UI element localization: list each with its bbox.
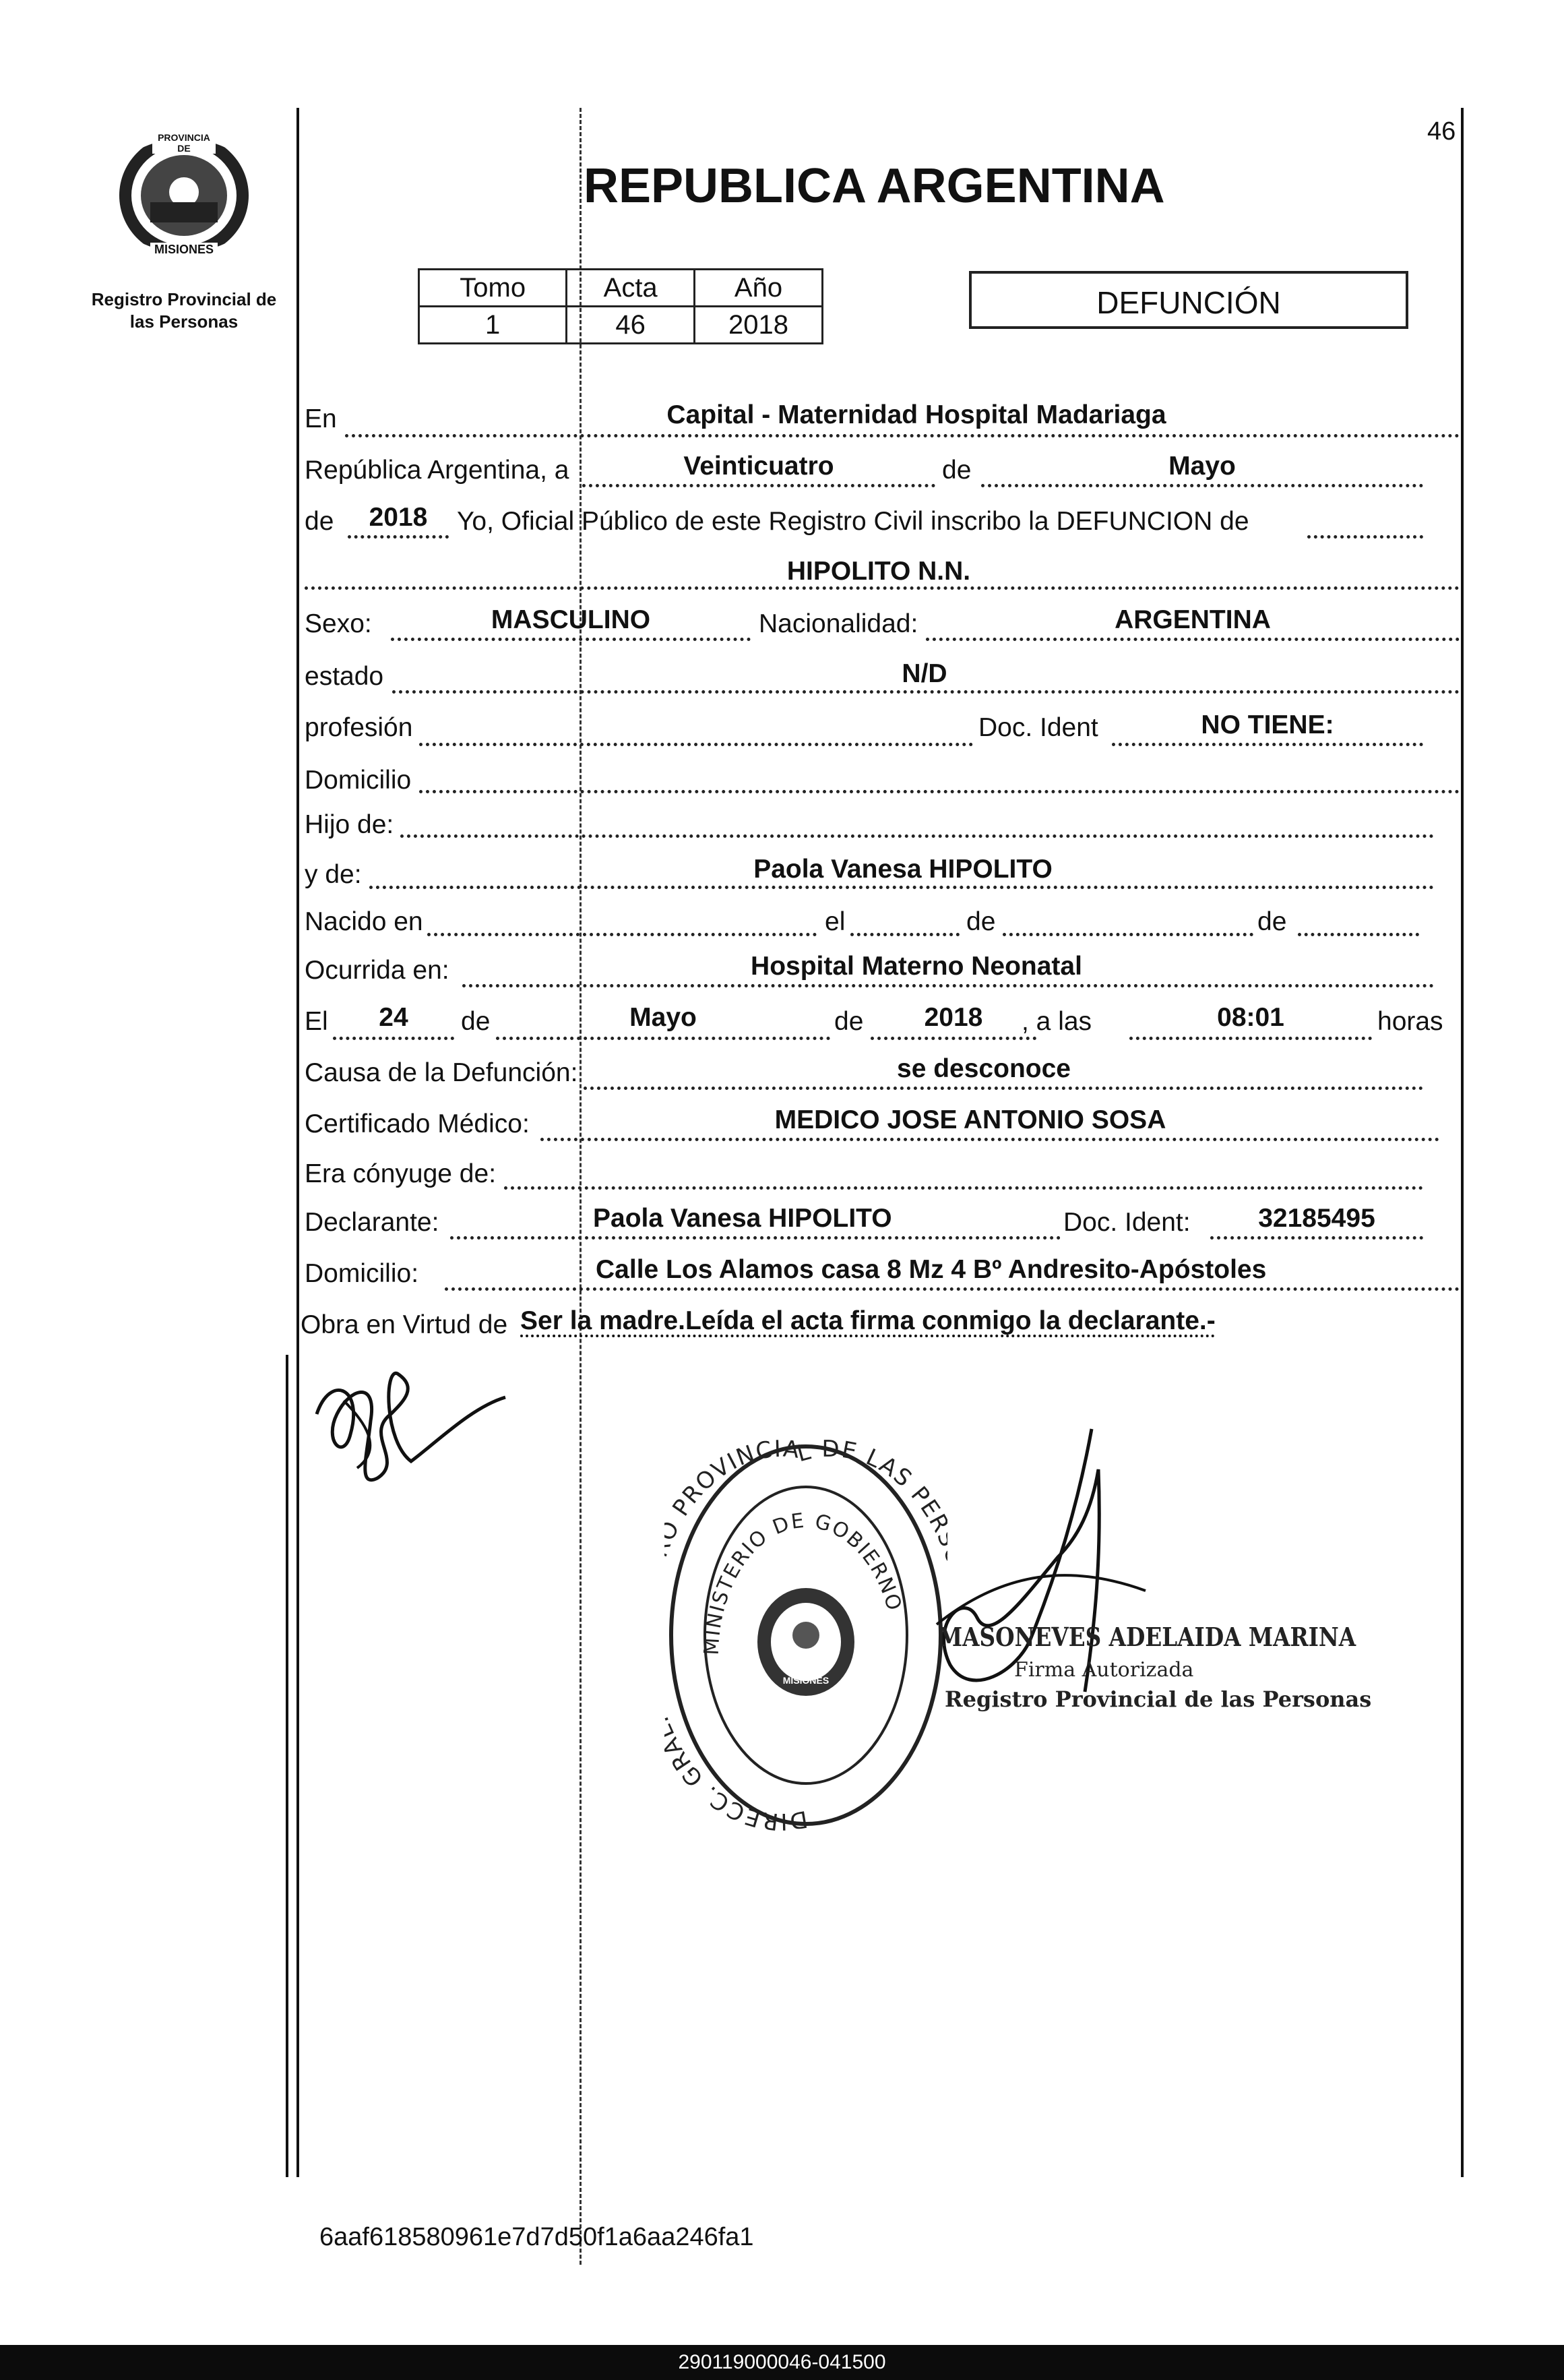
- province-logo: [113, 128, 255, 263]
- declarante-doc-dots: [1210, 1236, 1423, 1240]
- declarante-domicilio-value: Calle Los Alamos casa 8 Mz 4 Bº Andresito-Apóstoles: [596, 1255, 1267, 1284]
- dia-value: Veinticuatro: [683, 452, 834, 481]
- hijo-de-label: Hijo de:: [305, 810, 394, 839]
- hora-value: 08:01: [1217, 1003, 1284, 1032]
- tomo-value: 1: [419, 307, 567, 344]
- document-hash: 6aaf618580961e7d7d50f1a6aa246fa1: [319, 2223, 754, 2251]
- dia-num-value: 24: [379, 1003, 408, 1032]
- left-margin-line: [296, 108, 299, 2177]
- acta-header: Acta: [567, 270, 695, 307]
- nombre-value: HIPOLITO N.N.: [786, 557, 971, 586]
- republica-de-label: de: [942, 456, 972, 485]
- obra-label: Obra en Virtud de: [301, 1310, 508, 1339]
- anio-value: 2018: [695, 307, 823, 344]
- y-de-dots: [369, 886, 1434, 889]
- hora-dots: [1129, 1037, 1372, 1040]
- ocurrida-en-value: Hospital Materno Neonatal: [751, 952, 1082, 981]
- declarant-signature-icon: [303, 1360, 519, 1495]
- country-title: REPUBLICA ARGENTINA: [584, 159, 1165, 213]
- nombre-dots: [305, 586, 1460, 590]
- anio-value: 2018: [369, 503, 428, 532]
- nacionalidad-value: ARGENTINA: [1115, 605, 1271, 634]
- anio-header: Año: [695, 270, 823, 307]
- conyuge-dots: [504, 1186, 1423, 1190]
- estado-label: estado: [305, 662, 384, 691]
- page-number: 46: [1427, 117, 1456, 146]
- mes-dots: [981, 484, 1423, 487]
- official-office: Registro Provincial de las Personas: [945, 1686, 1372, 1712]
- certificado-dots: [540, 1138, 1439, 1141]
- muerte-de-label: de: [461, 1007, 491, 1036]
- obra-value: Ser la madre.Leída el acta firma conmigo la declarante.-: [520, 1306, 1216, 1335]
- nacido-mes-dots: [1003, 933, 1253, 936]
- nacido-en-label: Nacido en: [305, 907, 423, 936]
- certificado-label: Certificado Médico:: [305, 1109, 530, 1138]
- certificado-value: MEDICO JOSE ANTONIO SOSA: [774, 1105, 1166, 1134]
- mes-value: Mayo: [1168, 452, 1236, 481]
- nacionalidad-dots: [926, 638, 1460, 641]
- dia-num-dots: [333, 1037, 454, 1040]
- declarante-label: Declarante:: [305, 1208, 439, 1237]
- declarante-value: Paola Vanesa HIPOLITO: [593, 1204, 892, 1233]
- declarante-dots: [450, 1236, 1061, 1240]
- logo-text-bottom: MISIONES: [150, 243, 218, 257]
- domicilio-label: Domicilio: [305, 766, 412, 795]
- anio-dots: [348, 535, 449, 539]
- el-label: El: [305, 1007, 328, 1036]
- profesion-label: profesión: [305, 713, 413, 742]
- dia-dots: [582, 484, 935, 487]
- nacido-el-label: el: [825, 907, 846, 936]
- doc-ident-label: Doc. Ident: [978, 713, 1098, 742]
- declarante-doc-value: 32185495: [1258, 1204, 1375, 1233]
- record-type-box: DEFUNCIÓN: [969, 271, 1408, 329]
- nacido-dia-dots: [850, 933, 960, 936]
- official-name: MASONEVES ADELAIDA MARINA: [938, 1622, 1356, 1652]
- nacionalidad-label: Nacionalidad:: [759, 609, 918, 638]
- oficial-dots: [1307, 535, 1423, 539]
- anio-de-label: de: [305, 507, 334, 536]
- tomo-header: Tomo: [419, 270, 567, 307]
- mes-muerte-value: Mayo: [629, 1003, 697, 1032]
- a-las-label: , a las: [1022, 1007, 1092, 1036]
- doc-ident-value: NO TIENE:: [1201, 710, 1334, 739]
- ocurrida-en-label: Ocurrida en:: [305, 956, 449, 985]
- declarante-domicilio-label: Domicilio:: [305, 1259, 419, 1288]
- seal-inner-text: MINISTERIO DE GOBIERNO: [699, 1508, 906, 1656]
- seal-center-text: MISIONES: [782, 1675, 830, 1686]
- profesion-dots: [419, 743, 973, 746]
- register-table: [418, 268, 823, 344]
- lugar-value: Capital - Maternidad Hospital Madariaga: [666, 400, 1166, 429]
- causa-label: Causa de la Defunción:: [305, 1058, 578, 1087]
- official-role: Firma Autorizada: [1014, 1658, 1194, 1682]
- republica-label: República Argentina, a: [305, 456, 569, 485]
- madre-value: Paola Vanesa HIPOLITO: [753, 855, 1053, 884]
- office-name: Registro Provincial de las Personas: [91, 289, 277, 332]
- declarante-domicilio-dots: [445, 1287, 1460, 1291]
- mes-muerte-dots: [496, 1037, 830, 1040]
- en-label: En: [305, 404, 337, 433]
- register-header-row: [419, 270, 823, 307]
- register-value-row: [419, 307, 823, 344]
- en-dots: [345, 434, 1460, 437]
- ocurrida-en-dots: [462, 984, 1434, 987]
- official-seal-icon: [664, 1433, 947, 1837]
- anio-muerte-dots: [871, 1037, 1036, 1040]
- anio-muerte-value: 2018: [924, 1003, 983, 1032]
- nacido-en-dots: [427, 933, 817, 936]
- sexo-value: MASCULINO: [491, 605, 651, 634]
- y-de-label: y de:: [305, 860, 362, 889]
- causa-value: se desconoce: [897, 1054, 1071, 1083]
- hijo-de-dots: [400, 834, 1434, 838]
- declarant-signature: [303, 1360, 519, 1495]
- nacido-de-label: de: [966, 907, 996, 936]
- doc-ident-dots: [1112, 743, 1423, 746]
- official-seal: [664, 1433, 947, 1837]
- nacido-de2-label: de: [1257, 907, 1287, 936]
- acta-value: 46: [567, 307, 695, 344]
- horas-label: horas: [1377, 1007, 1443, 1036]
- declarante-doc-label: Doc. Ident:: [1063, 1208, 1191, 1237]
- causa-dots: [584, 1087, 1423, 1090]
- seal-outer-text: DIRECC. GR PROVINCIAL DE LAS PE: [665, 1435, 946, 1835]
- left-bottom-line: [286, 1355, 288, 2177]
- oficial-text: Yo, Oficial Público de este Registro Civil inscribo la DEFUNCION de: [457, 507, 1249, 536]
- nacido-anio-dots: [1298, 933, 1419, 936]
- footer-code: 290119000046-041500: [678, 2351, 886, 2373]
- sexo-dots: [391, 638, 751, 641]
- estado-dots: [392, 690, 1460, 694]
- estado-value: N/D: [902, 659, 947, 688]
- domicilio-dots: [419, 790, 1460, 793]
- footer-bar: [0, 2345, 1564, 2380]
- conyuge-label: Era cónyuge de:: [305, 1159, 497, 1188]
- sexo-label: Sexo:: [305, 609, 372, 638]
- right-margin-line: [1461, 108, 1464, 2177]
- muerte-de2-label: de: [834, 1007, 864, 1036]
- logo-text-top: PROVINCIA DE: [152, 132, 216, 154]
